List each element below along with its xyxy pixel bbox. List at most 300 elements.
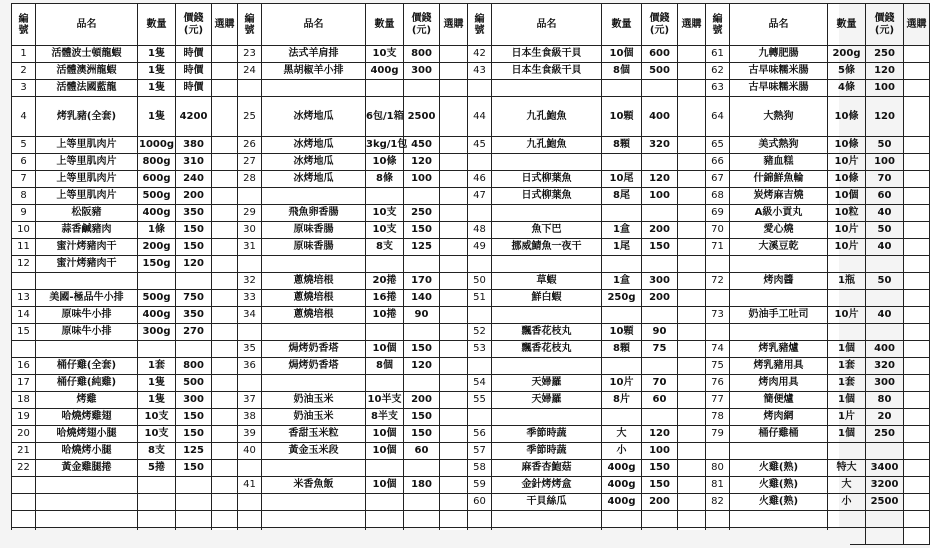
header-order: 選購 xyxy=(440,4,468,46)
order-checkbox-cell xyxy=(678,358,706,375)
item-name: 飄香花枝丸 xyxy=(492,324,602,341)
table-row xyxy=(12,392,930,409)
order-checkbox-cell[interactable] xyxy=(440,171,468,188)
table-row xyxy=(12,494,930,511)
order-checkbox-cell[interactable] xyxy=(678,477,706,494)
item-name xyxy=(36,477,138,494)
item-quantity: 500g xyxy=(138,290,176,307)
price-table xyxy=(11,3,930,545)
item-price: 250 xyxy=(404,205,440,222)
item-price: 50 xyxy=(866,137,904,154)
header-number xyxy=(238,4,262,46)
order-checkbox-cell[interactable] xyxy=(212,171,238,188)
item-name: 上等里肌肉片 xyxy=(36,188,138,205)
order-checkbox-cell xyxy=(678,409,706,426)
order-checkbox-cell[interactable] xyxy=(440,97,468,137)
table-row xyxy=(12,188,930,205)
order-checkbox-cell[interactable] xyxy=(678,171,706,188)
order-checkbox-cell[interactable] xyxy=(904,80,930,97)
order-checkbox-cell[interactable] xyxy=(440,273,468,290)
item-price xyxy=(866,290,904,307)
item-name: 烤乳豬爐 xyxy=(730,341,828,358)
item-price: 200 xyxy=(642,222,678,239)
header-price xyxy=(176,4,212,46)
order-checkbox-cell[interactable] xyxy=(440,358,468,375)
order-checkbox-cell[interactable] xyxy=(440,341,468,358)
order-checkbox-cell[interactable] xyxy=(212,97,238,137)
header-order: 選購 xyxy=(212,4,238,46)
order-checkbox-cell[interactable] xyxy=(440,154,468,171)
order-checkbox-cell[interactable] xyxy=(678,341,706,358)
order-checkbox-cell[interactable] xyxy=(678,188,706,205)
item-name xyxy=(492,409,602,426)
item-name: 蒜香鹹豬肉 xyxy=(36,222,138,239)
order-checkbox-cell[interactable] xyxy=(678,273,706,290)
table-row xyxy=(12,222,930,239)
order-checkbox-cell[interactable] xyxy=(440,307,468,324)
order-checkbox-cell[interactable] xyxy=(212,392,238,409)
item-price: 150 xyxy=(642,239,678,256)
item-price: 60 xyxy=(404,443,440,460)
table-row xyxy=(12,426,930,443)
item-price: 40 xyxy=(866,307,904,324)
order-checkbox-cell[interactable] xyxy=(212,222,238,239)
order-checkbox-cell[interactable] xyxy=(678,239,706,256)
order-checkbox-cell[interactable] xyxy=(212,137,238,154)
item-name: 大熱狗 xyxy=(730,97,828,137)
item-quantity: 600g xyxy=(138,171,176,188)
header-number xyxy=(706,4,730,46)
item-number xyxy=(706,443,730,460)
item-quantity: 800g xyxy=(138,154,176,171)
order-checkbox-cell xyxy=(440,324,468,341)
order-checkbox-cell[interactable] xyxy=(440,46,468,63)
order-checkbox-cell[interactable] xyxy=(212,375,238,392)
item-name: 蜜汁烤豬肉干 xyxy=(36,239,138,256)
item-name: 九孔鮑魚 xyxy=(492,97,602,137)
order-checkbox-cell[interactable] xyxy=(212,188,238,205)
order-checkbox-cell[interactable] xyxy=(440,443,468,460)
item-name xyxy=(36,273,138,290)
item-price: 4200 xyxy=(176,97,212,137)
item-price: 150 xyxy=(404,409,440,426)
item-number: 2 xyxy=(12,63,36,80)
item-quantity: 8條 xyxy=(366,171,404,188)
order-checkbox-cell[interactable] xyxy=(440,63,468,80)
item-quantity: 1盒 xyxy=(602,222,642,239)
table-row xyxy=(12,154,930,171)
order-checkbox-cell[interactable] xyxy=(904,46,930,63)
item-name: 天婦羅 xyxy=(492,392,602,409)
item-name: 日本生食級干貝 xyxy=(492,46,602,63)
item-name: 美式熱狗 xyxy=(730,137,828,154)
item-number: 12 xyxy=(12,256,36,273)
item-number xyxy=(12,511,36,528)
table-row xyxy=(12,290,930,307)
item-number: 47 xyxy=(468,188,492,205)
item-quantity: 10條 xyxy=(828,137,866,154)
order-checkbox-cell xyxy=(904,511,930,528)
item-number xyxy=(468,154,492,171)
order-checkbox-cell xyxy=(212,494,238,511)
item-name xyxy=(730,324,828,341)
order-checkbox-cell[interactable] xyxy=(904,154,930,171)
item-quantity: 1隻 xyxy=(138,80,176,97)
header-price-text: (元) xyxy=(874,24,895,36)
item-name xyxy=(262,375,366,392)
order-checkbox-cell[interactable] xyxy=(440,290,468,307)
item-name xyxy=(492,256,602,273)
item-quantity: 250g xyxy=(602,290,642,307)
order-checkbox-cell[interactable] xyxy=(212,290,238,307)
item-number: 46 xyxy=(468,171,492,188)
order-checkbox-cell[interactable] xyxy=(904,426,930,443)
order-checkbox-cell[interactable] xyxy=(212,409,238,426)
order-checkbox-cell[interactable] xyxy=(678,392,706,409)
item-price: 200 xyxy=(642,290,678,307)
item-name: 鮮白蝦 xyxy=(492,290,602,307)
header-quantity: 數量 xyxy=(828,4,866,46)
item-price: 2500 xyxy=(404,97,440,137)
item-name: A級小貢丸 xyxy=(730,205,828,222)
item-name: 活體法國藍龍 xyxy=(36,80,138,97)
item-name: 原味香腸 xyxy=(262,239,366,256)
item-quantity: 10支 xyxy=(366,46,404,63)
item-quantity: 400g xyxy=(138,307,176,324)
item-quantity: 大 xyxy=(602,426,642,443)
order-checkbox-cell[interactable] xyxy=(440,392,468,409)
item-price: 100 xyxy=(642,443,678,460)
item-price: 150 xyxy=(176,460,212,477)
item-quantity xyxy=(602,154,642,171)
item-price: 3400 xyxy=(866,460,904,477)
item-number xyxy=(706,324,730,341)
item-number: 80 xyxy=(706,460,730,477)
item-price: 750 xyxy=(176,290,212,307)
item-quantity: 10粒 xyxy=(828,205,866,222)
item-name: 麻香杏鮑菇 xyxy=(492,460,602,477)
item-number: 7 xyxy=(12,171,36,188)
item-number: 16 xyxy=(12,358,36,375)
order-checkbox-cell[interactable] xyxy=(440,409,468,426)
item-number: 36 xyxy=(238,358,262,375)
item-name: 炭烤麻吉燒 xyxy=(730,188,828,205)
order-checkbox-cell[interactable] xyxy=(212,443,238,460)
item-name: 哈燒烤翅小腿 xyxy=(36,426,138,443)
order-checkbox-cell[interactable] xyxy=(904,171,930,188)
item-name: 奶油手工吐司 xyxy=(730,307,828,324)
table-row xyxy=(12,137,930,154)
table-row xyxy=(12,511,930,528)
order-checkbox-cell xyxy=(678,256,706,273)
item-price xyxy=(404,375,440,392)
item-price xyxy=(642,358,678,375)
item-number xyxy=(12,477,36,494)
item-price: 60 xyxy=(866,188,904,205)
item-name: 黃金雞腿捲 xyxy=(36,460,138,477)
item-name: 活體波士頓龍蝦 xyxy=(36,46,138,63)
order-checkbox-cell[interactable] xyxy=(212,80,238,97)
item-name: 烤肉用具 xyxy=(730,375,828,392)
item-price: 40 xyxy=(866,239,904,256)
item-quantity: 200g xyxy=(138,239,176,256)
item-number: 15 xyxy=(12,324,36,341)
order-checkbox-cell[interactable] xyxy=(440,222,468,239)
order-checkbox-cell[interactable] xyxy=(440,426,468,443)
item-price xyxy=(642,80,678,97)
item-price: 300 xyxy=(176,392,212,409)
item-price: 120 xyxy=(404,154,440,171)
item-name: 九轉肥腸 xyxy=(730,46,828,63)
item-price: 380 xyxy=(176,137,212,154)
order-checkbox-cell[interactable] xyxy=(904,205,930,222)
item-number: 71 xyxy=(706,239,730,256)
item-number: 35 xyxy=(238,341,262,358)
item-quantity: 8個 xyxy=(602,63,642,80)
item-number: 25 xyxy=(238,97,262,137)
item-price: 50 xyxy=(866,222,904,239)
item-number: 45 xyxy=(468,137,492,154)
item-price: 70 xyxy=(866,171,904,188)
item-quantity: 400g xyxy=(138,205,176,222)
header-number-text: 號 xyxy=(18,24,29,36)
item-quantity: 10顆 xyxy=(602,97,642,137)
item-quantity xyxy=(366,375,404,392)
order-checkbox-cell[interactable] xyxy=(678,137,706,154)
item-number: 55 xyxy=(468,392,492,409)
item-price: 時價 xyxy=(176,80,212,97)
item-number: 57 xyxy=(468,443,492,460)
order-checkbox-cell[interactable] xyxy=(212,154,238,171)
order-checkbox-cell[interactable] xyxy=(678,375,706,392)
order-checkbox-cell[interactable] xyxy=(904,307,930,324)
order-checkbox-cell[interactable] xyxy=(678,46,706,63)
order-checkbox-cell[interactable] xyxy=(212,205,238,222)
item-name xyxy=(262,188,366,205)
item-number: 82 xyxy=(706,494,730,511)
item-name: 天婦羅 xyxy=(492,375,602,392)
item-number: 1 xyxy=(12,46,36,63)
item-name: 上等里肌肉片 xyxy=(36,171,138,188)
item-name: 冰烤地瓜 xyxy=(262,154,366,171)
item-price: 60 xyxy=(642,392,678,409)
item-number: 6 xyxy=(12,154,36,171)
order-checkbox-cell[interactable] xyxy=(904,358,930,375)
item-price: 150 xyxy=(404,341,440,358)
item-quantity: 1000g xyxy=(138,137,176,154)
item-name: 火雞(熟) xyxy=(730,494,828,511)
header-quantity: 數量 xyxy=(138,4,176,46)
order-checkbox-cell[interactable] xyxy=(212,63,238,80)
order-checkbox-cell[interactable] xyxy=(678,97,706,137)
order-checkbox-cell[interactable] xyxy=(678,222,706,239)
order-checkbox-cell xyxy=(904,443,930,460)
item-price: 時價 xyxy=(176,46,212,63)
item-price: 120 xyxy=(642,426,678,443)
item-number xyxy=(12,341,36,358)
item-quantity: 1片 xyxy=(828,409,866,426)
order-checkbox-cell[interactable] xyxy=(904,222,930,239)
order-checkbox-cell[interactable] xyxy=(904,137,930,154)
item-number: 40 xyxy=(238,443,262,460)
order-checkbox-cell xyxy=(904,256,930,273)
order-checkbox-cell[interactable] xyxy=(212,256,238,273)
item-price: 150 xyxy=(176,409,212,426)
order-checkbox-cell xyxy=(440,494,468,511)
item-price: 150 xyxy=(642,460,678,477)
order-checkbox-cell xyxy=(678,154,706,171)
item-number: 38 xyxy=(238,409,262,426)
item-number xyxy=(706,256,730,273)
order-checkbox-cell[interactable] xyxy=(212,460,238,477)
item-number xyxy=(238,256,262,273)
item-quantity: 1個 xyxy=(828,392,866,409)
header-number-text: 編 xyxy=(474,13,485,25)
order-checkbox-cell[interactable] xyxy=(212,239,238,256)
order-checkbox-cell xyxy=(904,528,930,545)
item-number: 50 xyxy=(468,273,492,290)
order-checkbox-cell[interactable] xyxy=(440,239,468,256)
item-price: 150 xyxy=(404,426,440,443)
item-number: 61 xyxy=(706,46,730,63)
item-quantity: 6包/1箱 xyxy=(366,97,404,137)
item-number: 8 xyxy=(12,188,36,205)
order-checkbox-cell[interactable] xyxy=(904,375,930,392)
item-name: 日式柳葉魚 xyxy=(492,171,602,188)
item-price xyxy=(176,341,212,358)
item-name xyxy=(492,154,602,171)
item-name: 松阪豬 xyxy=(36,205,138,222)
order-checkbox-cell[interactable] xyxy=(904,477,930,494)
item-price xyxy=(176,273,212,290)
item-name: 季節時蔬 xyxy=(492,426,602,443)
order-checkbox-cell[interactable] xyxy=(440,205,468,222)
item-quantity: 1套 xyxy=(828,358,866,375)
item-name xyxy=(262,80,366,97)
order-checkbox-cell[interactable] xyxy=(904,273,930,290)
order-checkbox-cell[interactable] xyxy=(440,477,468,494)
item-number: 48 xyxy=(468,222,492,239)
item-price: 150 xyxy=(176,222,212,239)
item-quantity: 10尾 xyxy=(602,171,642,188)
order-checkbox-cell[interactable] xyxy=(904,239,930,256)
item-number: 69 xyxy=(706,205,730,222)
order-checkbox-cell[interactable] xyxy=(678,494,706,511)
order-checkbox-cell[interactable] xyxy=(678,63,706,80)
order-checkbox-cell xyxy=(212,341,238,358)
item-quantity xyxy=(366,188,404,205)
item-price xyxy=(642,409,678,426)
order-checkbox-cell[interactable] xyxy=(904,460,930,477)
order-checkbox-cell xyxy=(212,477,238,494)
item-number: 54 xyxy=(468,375,492,392)
item-price: 3200 xyxy=(866,477,904,494)
item-number: 76 xyxy=(706,375,730,392)
item-price xyxy=(176,477,212,494)
item-name xyxy=(730,290,828,307)
order-checkbox-cell[interactable] xyxy=(904,188,930,205)
item-quantity xyxy=(828,324,866,341)
item-quantity: 10條 xyxy=(366,154,404,171)
order-checkbox-cell[interactable] xyxy=(678,426,706,443)
order-checkbox-cell[interactable] xyxy=(212,358,238,375)
item-name: 蔥燒培根 xyxy=(262,290,366,307)
header-price xyxy=(866,4,904,46)
item-quantity xyxy=(138,477,176,494)
item-price: 75 xyxy=(642,341,678,358)
header-quantity: 數量 xyxy=(366,4,404,46)
item-name: 古早味糯米腸 xyxy=(730,80,828,97)
order-checkbox-cell[interactable] xyxy=(904,97,930,137)
item-quantity xyxy=(828,443,866,460)
item-number: 26 xyxy=(238,137,262,154)
item-number: 79 xyxy=(706,426,730,443)
item-price: 140 xyxy=(404,290,440,307)
item-name: 米香魚飯 xyxy=(262,477,366,494)
order-checkbox-cell[interactable] xyxy=(678,290,706,307)
item-price xyxy=(866,443,904,460)
order-checkbox-cell[interactable] xyxy=(904,392,930,409)
order-checkbox-cell xyxy=(212,273,238,290)
order-checkbox-cell[interactable] xyxy=(212,307,238,324)
header-number xyxy=(12,4,36,46)
item-quantity xyxy=(366,324,404,341)
item-quantity xyxy=(366,80,404,97)
item-quantity: 1套 xyxy=(138,358,176,375)
item-name: 火雞(熟) xyxy=(730,477,828,494)
item-price: 170 xyxy=(404,273,440,290)
order-checkbox-cell[interactable] xyxy=(212,46,238,63)
item-price xyxy=(642,307,678,324)
item-price: 300 xyxy=(642,273,678,290)
item-number xyxy=(468,409,492,426)
item-price: 400 xyxy=(642,97,678,137)
order-checkbox-cell[interactable] xyxy=(904,63,930,80)
item-quantity xyxy=(602,307,642,324)
table-row xyxy=(12,171,930,188)
item-price: 320 xyxy=(866,358,904,375)
table-row xyxy=(12,239,930,256)
order-checkbox-cell[interactable] xyxy=(904,409,930,426)
order-checkbox-cell xyxy=(440,375,468,392)
order-checkbox-cell[interactable] xyxy=(678,443,706,460)
item-number: 17 xyxy=(12,375,36,392)
order-checkbox-cell[interactable] xyxy=(678,460,706,477)
order-checkbox-cell[interactable] xyxy=(212,426,238,443)
order-checkbox-cell[interactable] xyxy=(212,324,238,341)
item-quantity: 1套 xyxy=(828,375,866,392)
order-checkbox-cell[interactable] xyxy=(904,341,930,358)
item-quantity: 10個 xyxy=(366,426,404,443)
table-row xyxy=(12,97,930,137)
order-checkbox-cell[interactable] xyxy=(904,494,930,511)
item-number: 19 xyxy=(12,409,36,426)
item-number: 66 xyxy=(706,154,730,171)
item-price xyxy=(404,511,440,528)
item-quantity: 8半支 xyxy=(366,409,404,426)
item-number: 44 xyxy=(468,97,492,137)
item-number: 34 xyxy=(238,307,262,324)
item-name xyxy=(36,494,138,511)
item-name: 奶油玉米 xyxy=(262,392,366,409)
header-name: 品名 xyxy=(36,4,138,46)
order-checkbox-cell[interactable] xyxy=(440,137,468,154)
item-quantity xyxy=(828,511,866,528)
item-price: 40 xyxy=(866,205,904,222)
order-checkbox-cell[interactable] xyxy=(678,324,706,341)
header-price-text: 價錢 xyxy=(649,12,670,24)
item-name: 桶仔雞(全套) xyxy=(36,358,138,375)
